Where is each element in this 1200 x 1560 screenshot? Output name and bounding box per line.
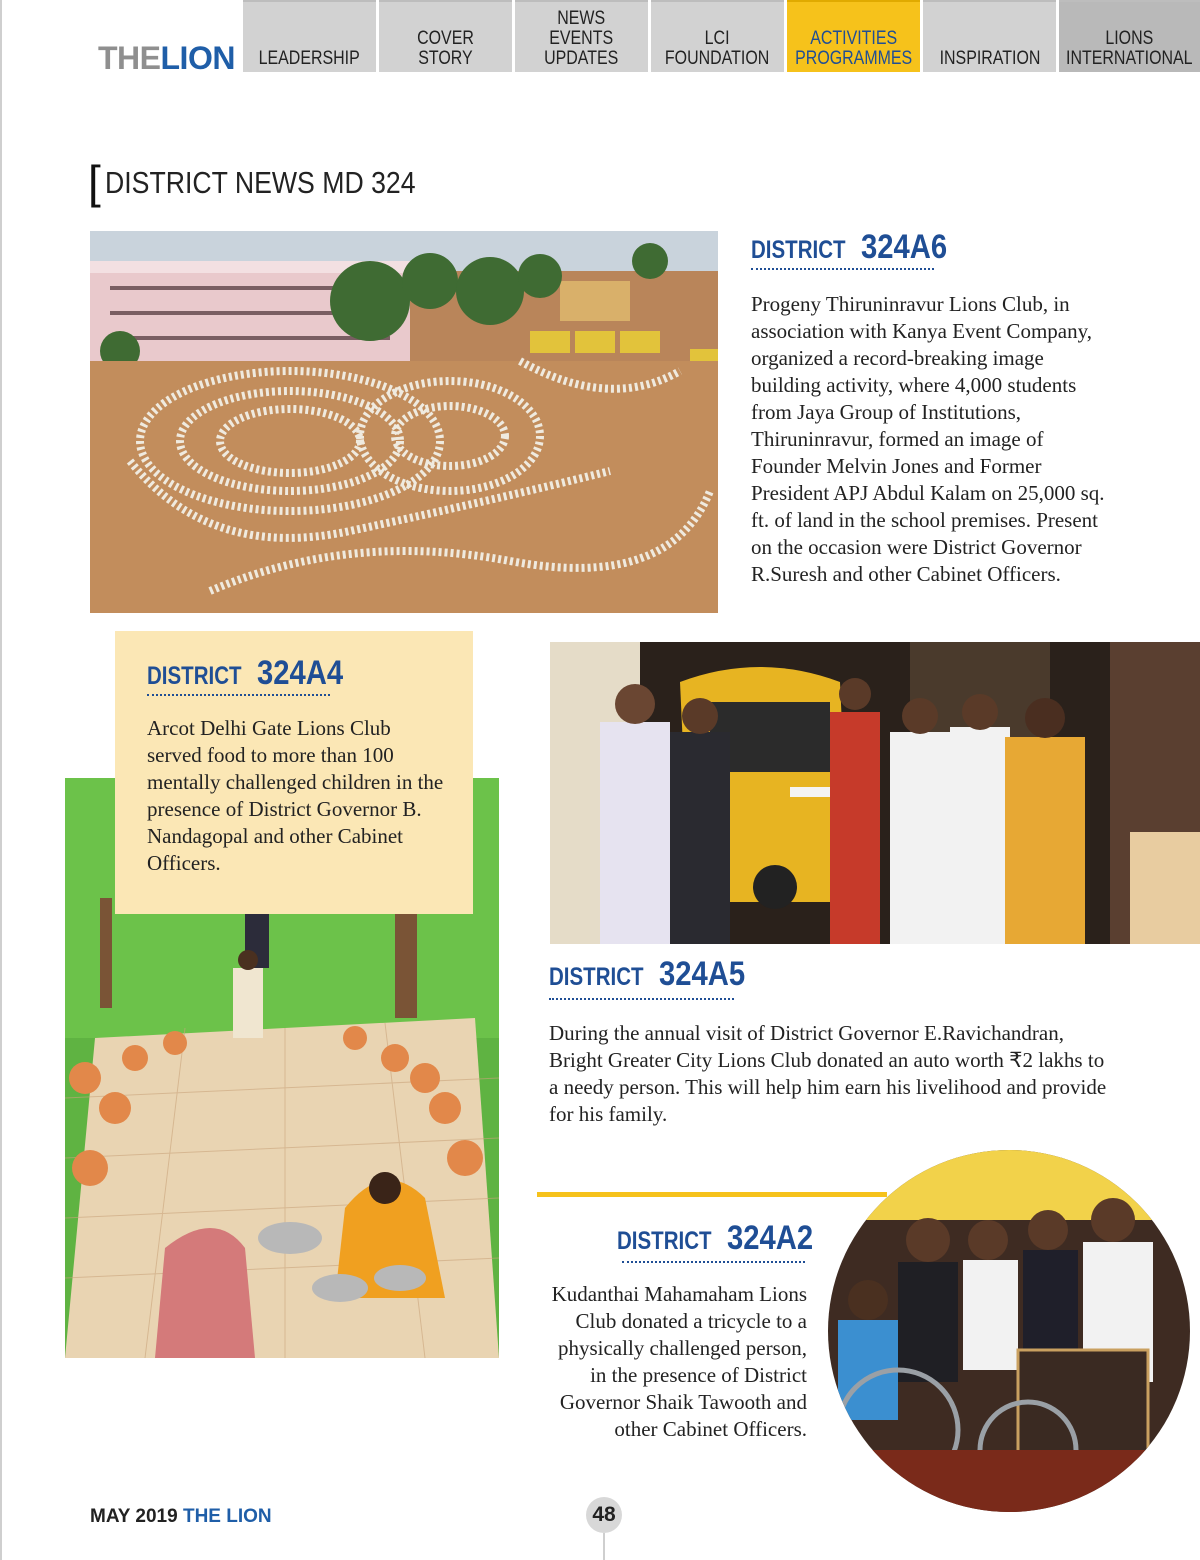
heading-rule [147, 694, 330, 696]
footer-issue [90, 1506, 272, 1528]
section-title [88, 150, 466, 208]
heading-rule [549, 998, 734, 1000]
photo-tricycle-donation [828, 1150, 1190, 1512]
district-324a2-heading: DISTRICT 324A2 [617, 1219, 813, 1257]
title-bracket: [ [88, 156, 101, 208]
district-324a6-heading: DISTRICT 324A6 [751, 228, 947, 266]
page-edge [0, 0, 2, 1560]
magazine-logo[interactable] [98, 40, 235, 77]
article-324a4-text: Arcot Delhi Gate Lions Club served food to more than 100 mentally challenged children in the presence of District Governor B. Nandagopal and other Cabinet Officers. [147, 716, 444, 875]
footer-date: MAY 2019 [90, 1506, 178, 1527]
logo-lion: LION [160, 40, 235, 76]
photo-auto-donation [550, 642, 1200, 944]
heading-rule [751, 268, 934, 270]
district-324a5-heading: DISTRICT 324A5 [549, 955, 745, 993]
page-number-stem [603, 1533, 605, 1560]
page-number: 48 [586, 1497, 622, 1533]
logo-the: THE [98, 40, 161, 76]
footer-magazine: THE LION [182, 1506, 272, 1527]
article-324a6-text: Progeny Thiruninravur Lions Club, in association with Kanya Event Company, organized a record-breaking image building activity, where 4,000 students from Jaya Group of Institutions, Thiruninravur, formed an image of Founder Melvin Jones and Former President APJ Abdul Kalam on 25,000 sq. ft. of land in the school premises. Present on the occasion were District Governor R.Suresh and other Cabinet Officers. [751, 292, 1105, 586]
tab-leadership[interactable]: LEADERSHIP [243, 0, 376, 72]
tab-cover-story[interactable]: COVER STORY [379, 0, 512, 72]
article-324a2-text: Kudanthai Mahamaham Lions Club donated a tricycle to a physically challenged person, in the presence of District Governor Shaik Tawooth and other Cabinet Officers. [551, 1282, 807, 1441]
district-324a4-heading: DISTRICT 324A4 [147, 654, 343, 692]
heading-rule [622, 1261, 805, 1263]
tab-inspiration[interactable]: INSPIRATION [923, 0, 1056, 72]
article-324a5-text: During the annual visit of District Governor E.Ravichandran, Bright Greater City Lions Club donated an auto worth ₹2 lakhs to a needy person. This will help him earn his livelihood and provide for his family. [549, 1021, 1107, 1126]
photo-student-formation [90, 231, 718, 613]
accent-rule [537, 1192, 887, 1197]
tab-news-events-updates[interactable]: NEWS EVENTS UPDATES [515, 0, 648, 72]
tab-activities-programmes[interactable]: ACTIVITIES PROGRAMMES [787, 0, 920, 72]
section-title-text: DISTRICT NEWS MD 324 [104, 165, 416, 200]
tab-lci-foundation[interactable]: LCI FOUNDATION [651, 0, 784, 72]
tab-lions-international[interactable]: LIONS INTERNATIONAL [1059, 0, 1200, 72]
